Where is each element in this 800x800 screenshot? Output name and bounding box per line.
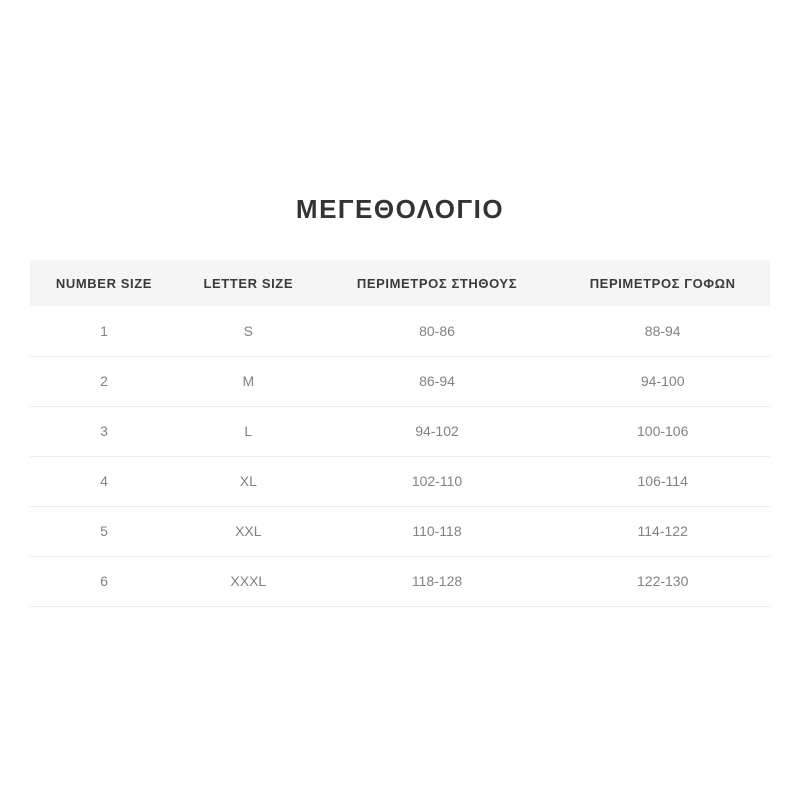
cell-number-size: 1: [30, 306, 178, 356]
cell-number-size: 4: [30, 456, 178, 506]
cell-letter-size: XL: [178, 456, 319, 506]
cell-chest: 102-110: [319, 456, 556, 506]
table-row: [30, 456, 770, 506]
cell-chest: 118-128: [319, 556, 556, 606]
cell-letter-size: XXXL: [178, 556, 319, 606]
column-header-hip-circumference: ΠΕΡΙΜΕΤΡΟΣ ΓΟΦΩΝ: [555, 260, 770, 306]
table-row: [30, 306, 770, 356]
table-row: [30, 406, 770, 456]
table-row: [30, 356, 770, 406]
cell-number-size: 6: [30, 556, 178, 606]
cell-letter-size: L: [178, 406, 319, 456]
size-chart-header-row: [30, 260, 770, 306]
cell-chest: 86-94: [319, 356, 556, 406]
cell-hips: 94-100: [555, 356, 770, 406]
cell-hips: 88-94: [555, 306, 770, 356]
cell-hips: 122-130: [555, 556, 770, 606]
cell-chest: 94-102: [319, 406, 556, 456]
cell-hips: 106-114: [555, 456, 770, 506]
cell-hips: 114-122: [555, 506, 770, 556]
cell-number-size: 5: [30, 506, 178, 556]
cell-letter-size: M: [178, 356, 319, 406]
page-title: ΜΕΓΕΘΟΛΟΓΙΟ: [295, 194, 505, 224]
cell-number-size: 3: [30, 406, 178, 456]
column-header-chest-circumference: ΠΕΡΙΜΕΤΡΟΣ ΣΤΗΘΟΥΣ: [319, 260, 556, 306]
size-chart-table: [30, 260, 770, 607]
cell-letter-size: XXL: [178, 506, 319, 556]
table-row: [30, 506, 770, 556]
column-header-number-size: NUMBER SIZE: [30, 260, 178, 306]
cell-number-size: 2: [30, 356, 178, 406]
cell-chest: 110-118: [319, 506, 556, 556]
cell-chest: 80-86: [319, 306, 556, 356]
cell-letter-size: S: [178, 306, 319, 356]
table-row: [30, 556, 770, 606]
cell-hips: 100-106: [555, 406, 770, 456]
column-header-letter-size: LETTER SIZE: [178, 260, 319, 306]
